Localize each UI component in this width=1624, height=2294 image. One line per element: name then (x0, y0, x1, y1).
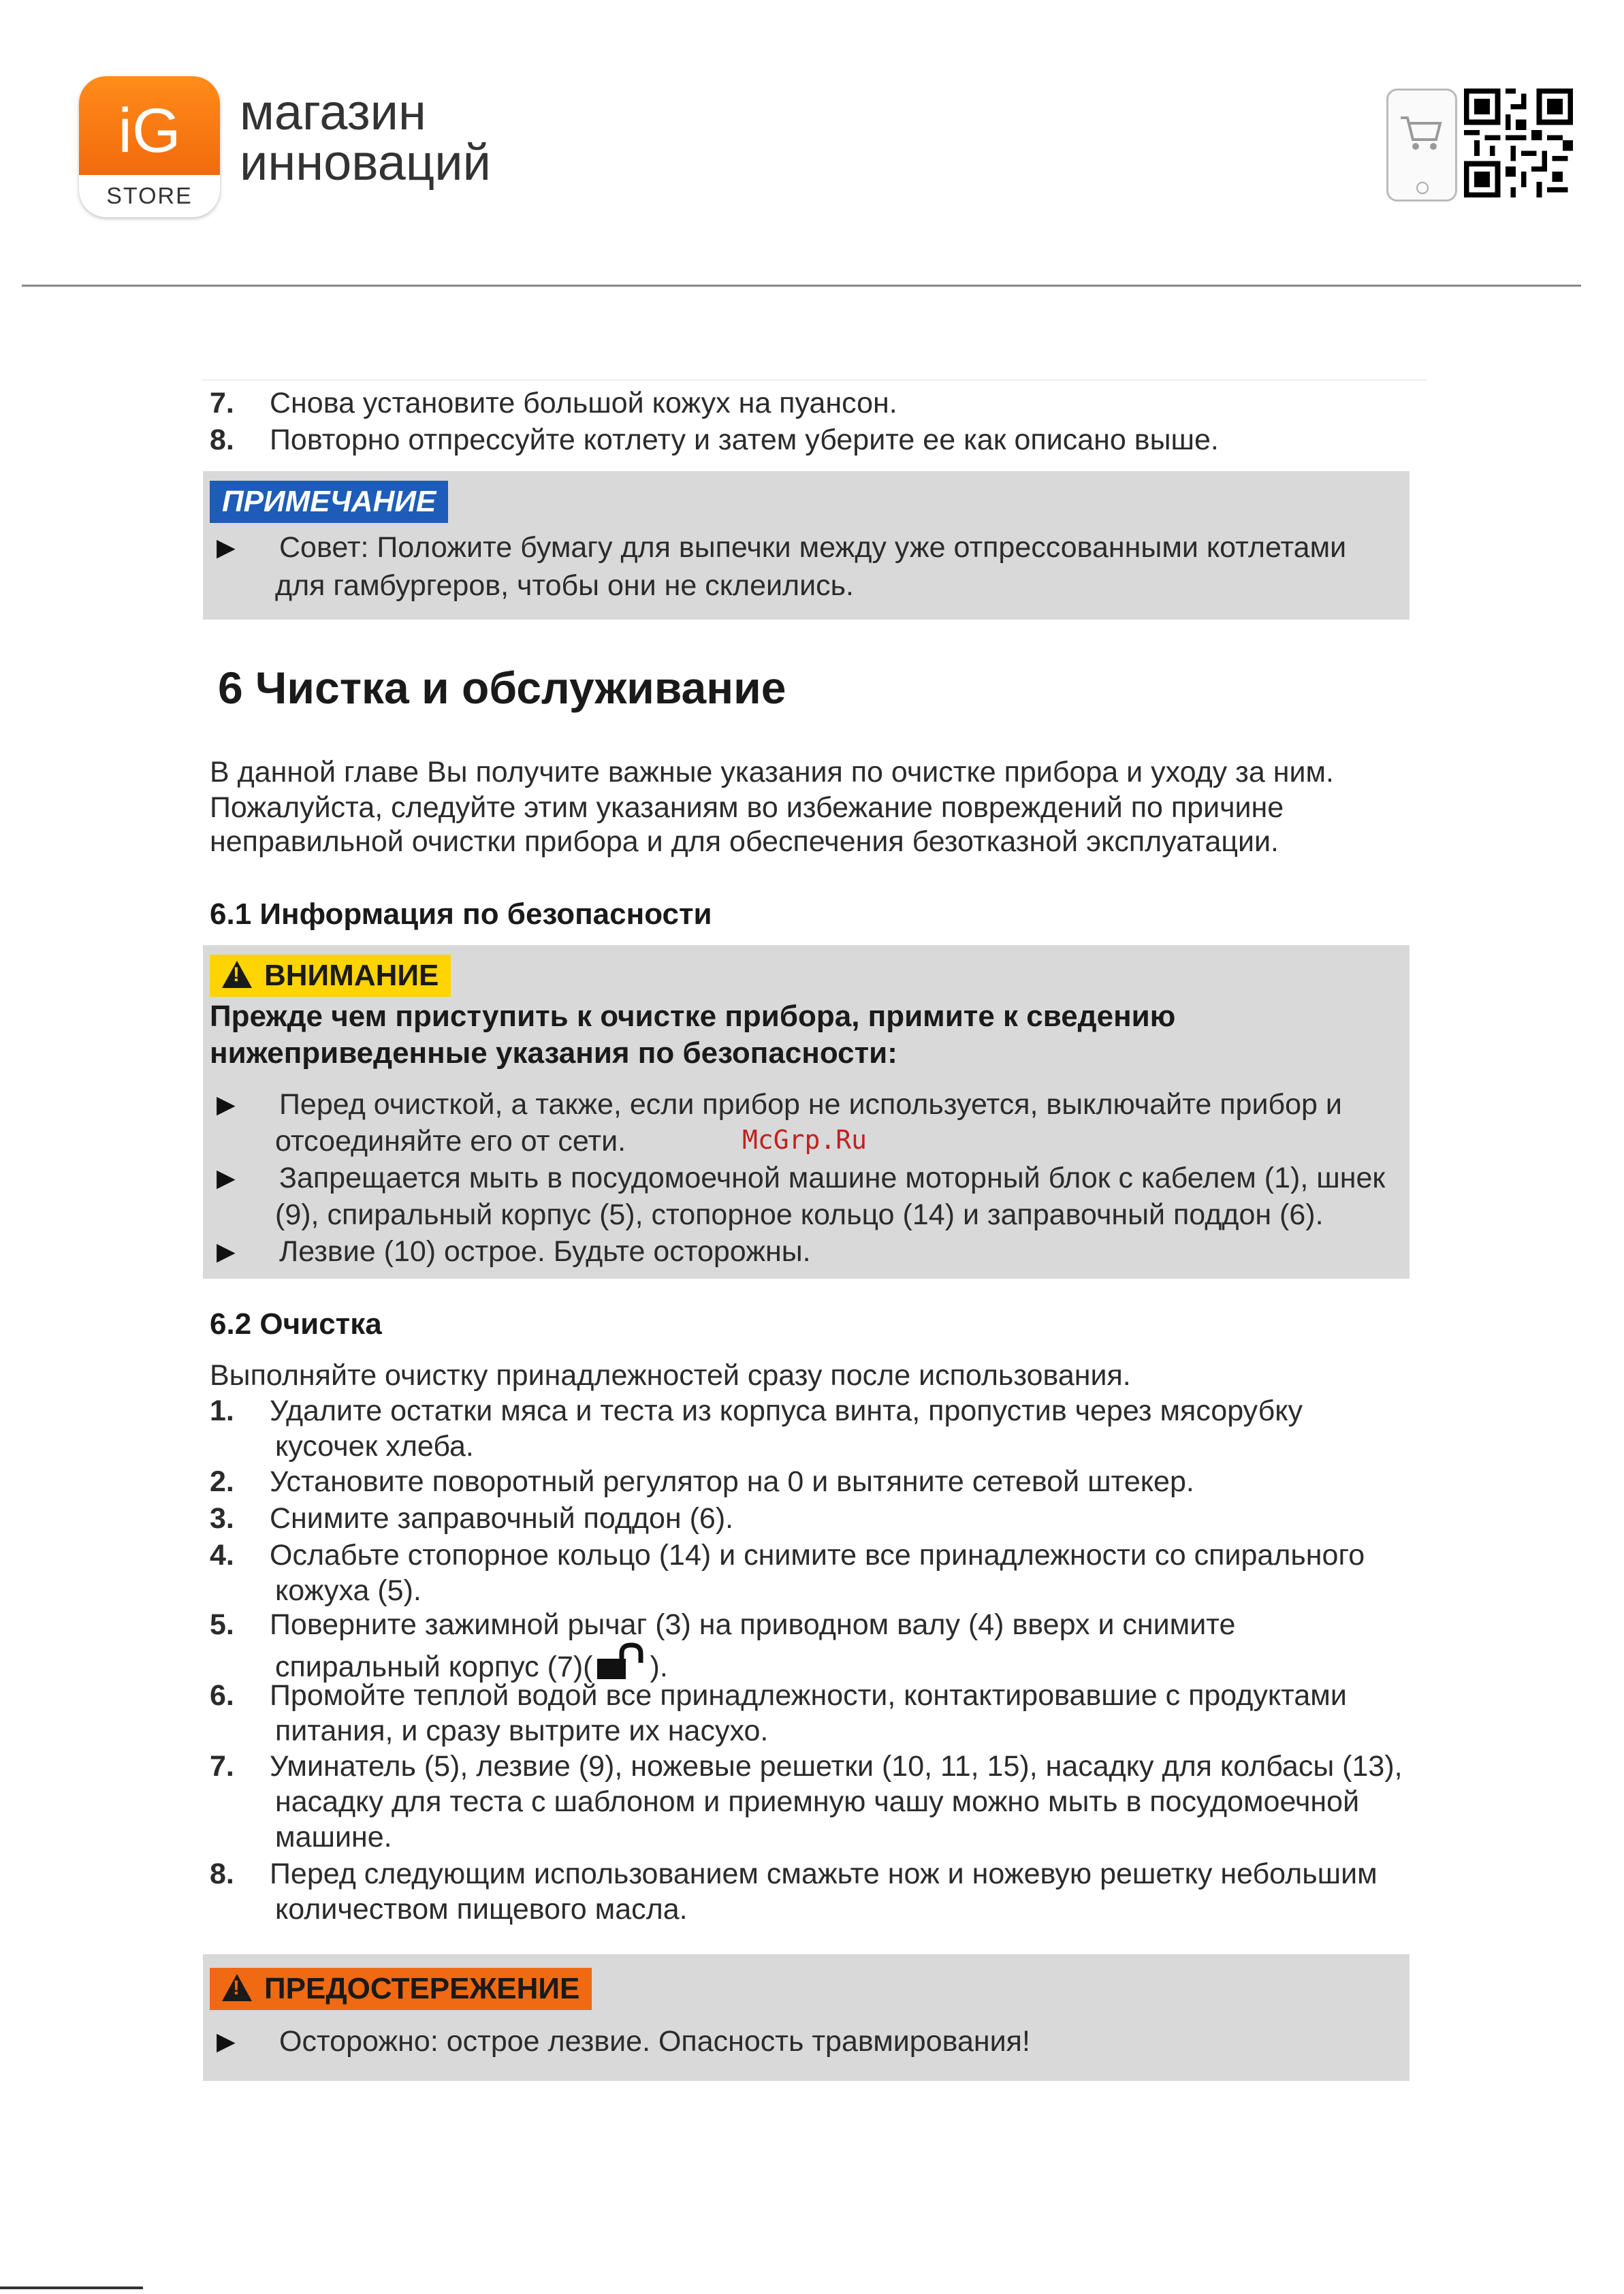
step-text: Установите поворотный регулятор на 0 и вытяните сетевой штекер. (270, 1465, 1194, 1498)
qr-code-icon[interactable] (1464, 89, 1573, 197)
step-number: 1. (210, 1395, 234, 1427)
store-logo[interactable] (79, 76, 220, 217)
step-text: Уминатель (5), лезвие (9), ножевые решетки (10, 11, 15), насадку для колбасы (13), (270, 1750, 1403, 1783)
bullet-arrow-icon: ▶ (217, 1164, 236, 1192)
step-text-cont-suffix: ). (650, 1651, 668, 1683)
step-text: Снова установите большой кожух на пуансон. (270, 387, 897, 419)
shop-name-line1: магазин (240, 84, 426, 140)
note-text-line2: для гамбургеров, чтобы они не склеились. (275, 569, 855, 602)
warning-intro (210, 998, 1175, 1072)
step-number: 6. (210, 1679, 234, 1712)
step-text: Промойте теплой водой все принадлежности, контактировавшие с продуктами (270, 1679, 1347, 1712)
section-6-intro-line1: В данной главе Вы получите важные указания по очистке прибора и уходу за ним. (210, 756, 1334, 788)
warning-bullet-text: Перед очисткой, а также, если прибор не используется, выключайте прибор и (279, 1088, 1342, 1121)
step-text: Удалите остатки мяса и теста из корпуса винта, пропустив через мясорубку (270, 1395, 1303, 1427)
warning-tag (210, 955, 451, 997)
step-number: 8. (210, 1858, 234, 1890)
warning-intro-line2: нижеприведенные указания по безопасности: (210, 1036, 897, 1070)
step-number: 4. (210, 1539, 234, 1572)
warning-bullet-text: Запрещается мыть в посудомоечной машине моторный блок с кабелем (1), шнек (279, 1162, 1386, 1194)
note-text-line1: Совет: Положите бумагу для выпечки между уже отпрессованными котлетами (279, 531, 1347, 564)
warning-triangle-icon (222, 1974, 252, 2001)
shop-name (240, 84, 491, 191)
step-number: 2. (210, 1465, 234, 1498)
bullet-arrow-icon: ▶ (217, 2027, 236, 2055)
step-number: 8. (210, 424, 234, 456)
warning-bullet-text-cont: отсоединяйте его от сети. (275, 1125, 626, 1158)
caution-text: Осторожно: острое лезвие. Опасность травмирования! (279, 2025, 1030, 2058)
step-text-cont: машине. (275, 1821, 392, 1853)
step-text-cont-prefix: спиральный корпус (7)( (275, 1651, 593, 1683)
step-text-cont: кожуха (5). (275, 1574, 421, 1607)
step-text: Поверните зажимной рычаг (3) на приводном валу (4) вверх и снимите (270, 1608, 1236, 1641)
step-text-cont: питания, и сразу вытрите их насухо. (275, 1715, 769, 1747)
unlock-icon (596, 1642, 648, 1680)
step-number: 7. (210, 387, 234, 419)
section-6-intro-line3: неправильной очистки прибора и для обеспечения безотказной эксплуатации. (210, 825, 1279, 858)
warning-tag-label: ВНИМАНИЕ (264, 959, 439, 992)
step-text: Повторно отпрессуйте котлету и затем уберите ее как описано выше. (270, 424, 1219, 456)
section-6-2-intro: Выполняйте очистку принадлежностей сразу после использования. (210, 1359, 1131, 1392)
step-text: Ослабьте стопорное кольцо (14) и снимите все принадлежности со спирального (270, 1539, 1365, 1572)
step-text: Перед следующим использованием смажьте нож и ножевую решетку небольшим (270, 1858, 1378, 1890)
step-number: 3. (210, 1502, 234, 1535)
logo-text: iG (118, 96, 181, 165)
shop-name-line2: инноваций (240, 134, 491, 191)
warning-bullet-text: Лезвие (10) острое. Будьте осторожны. (279, 1235, 811, 1268)
bullet-arrow-icon: ▶ (217, 1237, 236, 1265)
cart-icon (1398, 110, 1446, 157)
step-number: 7. (210, 1750, 234, 1783)
step-text-cont: насадку для теста с шаблоном и приемную чашу можно мыть в посудомоечной (275, 1785, 1360, 1818)
section-6-intro-line2: Пожалуйста, следуйте этим указаниям во избежание повреждений по причине (210, 791, 1284, 824)
section-6-1-title: 6.1 Информация по безопасности (210, 897, 712, 931)
warning-intro-line1: Прежде чем приступить к очистке прибора, примите к сведению (210, 1000, 1176, 1033)
footer-mark (0, 2287, 143, 2289)
bullet-arrow-icon: ▶ (217, 533, 236, 561)
phone-cart-icon[interactable] (1386, 89, 1457, 202)
step-text-cont: кусочек хлеба. (275, 1430, 474, 1463)
caution-tag-label: ПРЕДОСТЕРЕЖЕНИЕ (264, 1972, 580, 2005)
bullet-arrow-icon: ▶ (217, 1090, 236, 1118)
header-divider (22, 285, 1581, 287)
step-number: 5. (210, 1608, 234, 1641)
note-tag: ПРИМЕЧАНИЕ (210, 481, 448, 523)
warning-bullet-text-cont: (9), спиральный корпус (5), стопорное кольцо (14) и заправочный поддон (6). (275, 1198, 1324, 1231)
page-top-edge (202, 379, 1427, 381)
phone-home-button-icon (1416, 182, 1429, 194)
logo-subtext: STORE (79, 175, 220, 217)
section-6-title: 6 Чистка и обслуживание (218, 663, 786, 713)
step-text: Снимите заправочный поддон (6). (270, 1502, 734, 1535)
caution-tag (210, 1968, 592, 2010)
warning-triangle-icon (222, 961, 252, 988)
step-text-cont: количеством пищевого масла. (275, 1893, 688, 1926)
section-6-2-title: 6.2 Очистка (210, 1307, 382, 1341)
watermark: McGrp.Ru (742, 1125, 867, 1155)
